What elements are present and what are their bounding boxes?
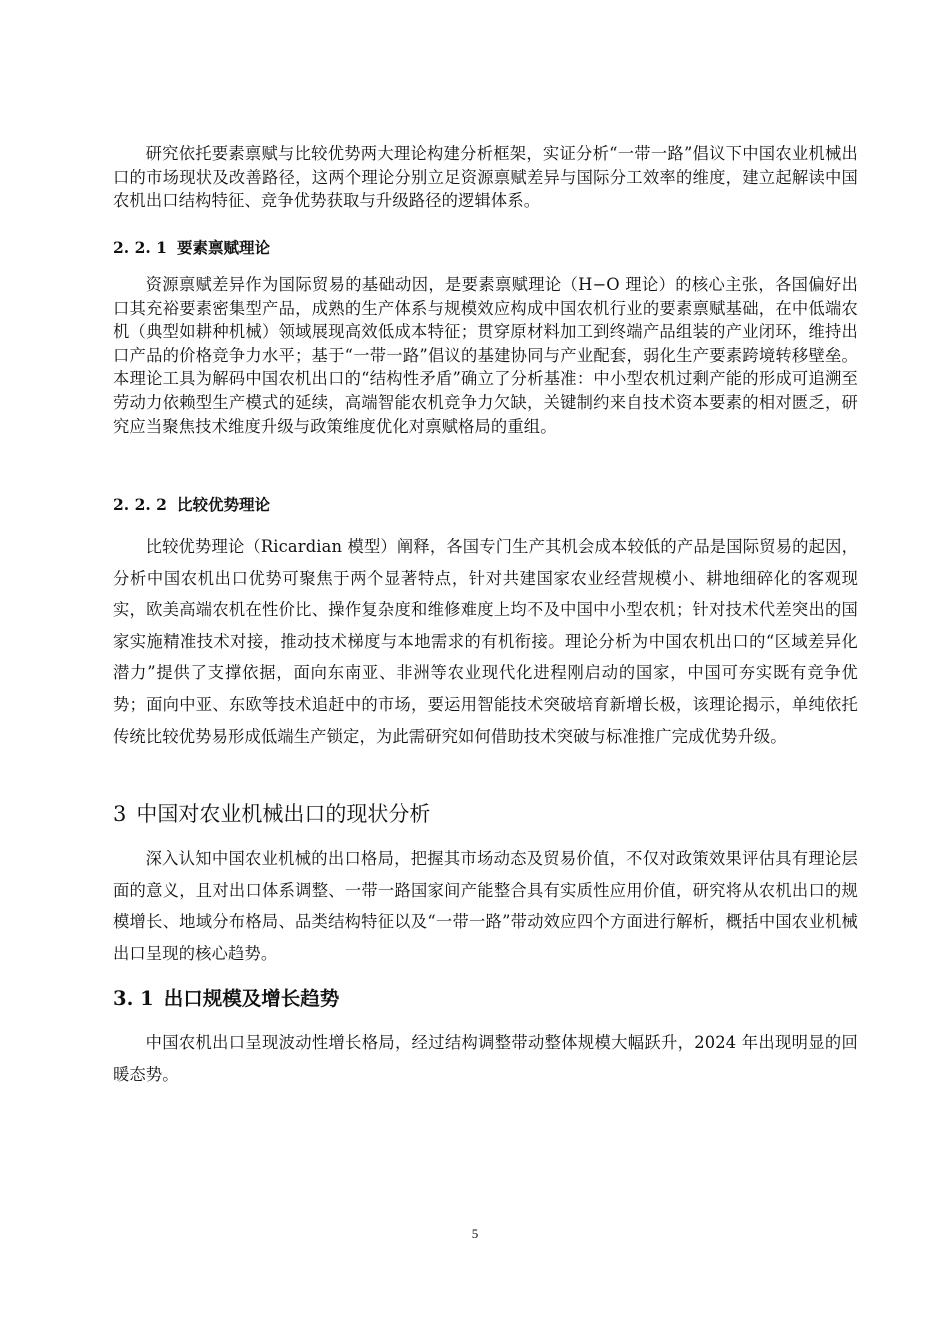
section-3-heading: [113, 800, 430, 828]
section-number: 3. 1: [113, 987, 154, 1010]
section-3-1-heading: [113, 986, 339, 1012]
section-3-paragraph: 深入认知中国农业机械的出口格局，把握其市场动态及贸易价值，不仅对政策效果评估具有理论层面的意义，且对出口体系调整、一带一路国家间产能整合具有实质性应用价值，研究将从农机出口的规模增长、地域分布格局、品类结构特征以及“一带一路”带动效应四个方面进行解析，概括中国农业机械出口呈现的核心趋势。: [113, 849, 858, 963]
section-title: 要素禀赋理论: [176, 238, 270, 257]
section-title: 出口规模及增长趋势: [163, 987, 340, 1010]
section-2-2-1-paragraph: 资源禀赋差异作为国际贸易的基础动因，是要素禀赋理论（H−O 理论）的核心主张，各国偏好出口其充裕要素密集型产品，成熟的生产体系与规模效应构成中国农机行业的要素禀赋基础，在中低端农机（典型如耕种机械）领域展现高效低成本特征；贯穿原材料加工到终端产品组装的产业闭环，维持出口产品的价格竞争力水平；基于“一带一路”倡议的基建协同与产业配套，弱化生产要素跨境转移壁垒。本理论工具为解码中国农机出口的“结构性矛盾”确立了分析基准：中小型农机过剩产能的形成可追溯至劳动力依赖型生产模式的延续，高端智能农机竞争力欠缺，关键制约来自技术资本要素的相对匮乏，研究应当聚焦技术维度升级与政策维度优化对禀赋格局的重组。: [113, 275, 858, 436]
section-3-1-paragraph: 中国农机出口呈现波动性增长格局，经过结构调整带动整体规模大幅跃升，2024 年出现明显的回暖态势。: [113, 1033, 858, 1084]
section-number: 3: [113, 802, 127, 826]
section-number: 2. 2. 1: [113, 238, 167, 257]
section-2-2-2-paragraph: 比较优势理论（Ricardian 模型）阐释，各国专门生产其机会成本较低的产品是国际贸易的起因，分析中国农机出口优势可聚焦于两个显著特点，针对共建国家农业经营规模小、耕地细碎化的客观现实，欧美高端农机在性价比、操作复杂度和维修难度上均不及中国中小型农机；针对技术代差突出的国家实施精准技术对接，推动技术梯度与本地需求的有机衔接。理论分析为中国农机出口的“区域差异化潜力”提供了支撑依据，面向东南亚、非洲等农业现代化进程刚启动的国家，中国可夯实既有竞争优势；面向中亚、东欧等技术追赶中的市场，要运用智能技术突破培育新增长极，该理论揭示，单纯依托传统比较优势易形成低端生产锁定，为此需研究如何借助技术突破与标准推广完成优势升级。: [113, 537, 858, 746]
section-title: 中国对农业机械出口的现状分析: [136, 802, 431, 826]
section-number: 2. 2. 2: [113, 495, 167, 514]
section-2-2-1-heading: [113, 237, 270, 259]
section-title: 比较优势理论: [176, 495, 270, 514]
section-2-2-2-heading: [113, 494, 270, 516]
page-number: 5: [471, 1226, 479, 1241]
intro-paragraph: 研究依托要素禀赋与比较优势两大理论构建分析框架，实证分析“一带一路”倡议下中国农业机械出口的市场现状及改善路径，这两个理论分别立足资源禀赋差异与国际分工效率的维度，建立起解读中国农机出口结构特征、竞争优势获取与升级路径的逻辑体系。: [113, 144, 858, 211]
